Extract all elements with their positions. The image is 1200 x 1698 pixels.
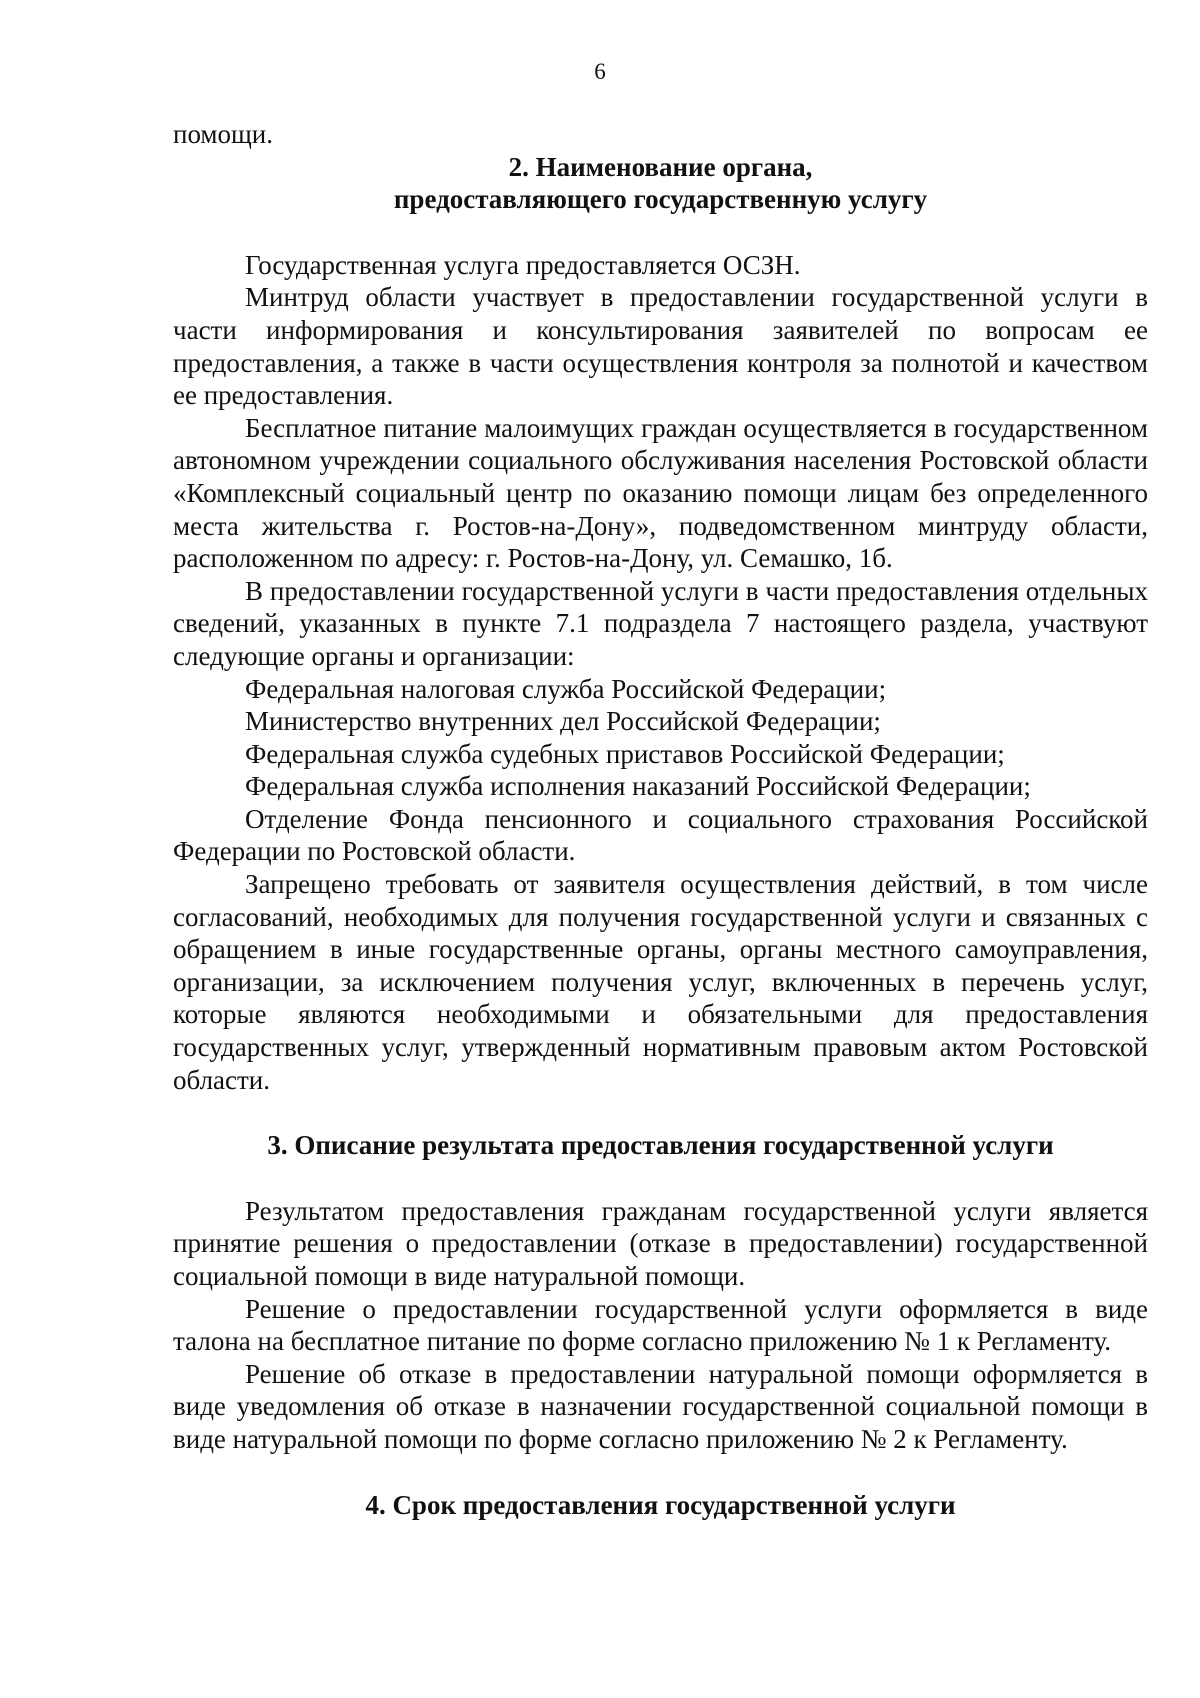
- section-3-paragraph: Решение об отказе в предоставлении натуральной помощи оформляется в виде уведомления об отказе в назначении государственной социальной помощи в виде натуральной помощи по форме согласно приложению № 2 к Регламенту.: [173, 1358, 1148, 1454]
- page-number: 6: [594, 59, 606, 84]
- section-3-heading: [173, 1129, 1148, 1162]
- section-3-paragraph: Результатом предоставления гражданам государственной услуги является принятие решения о предоставлении (отказе в предоставлении) государственной социальной помощи в виде натуральной помощи.: [173, 1195, 1148, 1291]
- section-3-heading-text: 3. Описание результата предоставления государственной услуги: [267, 1130, 1054, 1161]
- section-2-paragraph: Бесплатное питание малоимущих граждан осуществляется в государственном автономном учреждении социального обслуживания населения Ростовской области «Комплексный социальный центр по оказанию помощи лицам без определенного места жительства г. Ростов-на-Дону», подведомственном минтруду области, расположенном по адресу: г. Ростов-на-Дону, ул. Семашко, 1б.: [173, 412, 1148, 574]
- section-2-paragraph: В предоставлении государственной услуги в части предоставления отдельных сведений, указанных в пункте 7.1 подраздела 7 настоящего раздела, участвуют следующие органы и организации:: [173, 575, 1148, 671]
- spacer: [173, 1096, 1148, 1129]
- spacer: [173, 1162, 1148, 1195]
- section-2-heading-line-1: 2. Наименование органа,: [508, 151, 813, 182]
- organization-list-item: Федеральная служба исполнения наказаний Российской Федерации;: [245, 771, 1031, 802]
- section-4-heading: [173, 1489, 1148, 1522]
- organization-list-item: Министерство внутренних дел Российской Федерации;: [245, 706, 881, 737]
- section-2-paragraph: Минтруд области участвует в предоставлении государственной услуги в части информирования и консультирования заявителей по вопросам ее предоставления, а также в части осуществления контроля за полнотой и качеством ее предоставления.: [173, 282, 1148, 411]
- section-2-paragraph: Государственная услуга предоставляется ОСЗН.: [245, 249, 801, 280]
- section-2-heading: [173, 151, 1148, 216]
- section-3-paragraph: Решение о предоставлении государственной услуги оформляется в виде талона на бесплатное питание по форме согласно приложению № 1 к Регламенту.: [173, 1293, 1148, 1357]
- section-4-heading-text: 4. Срок предоставления государственной услуги: [365, 1489, 956, 1520]
- spacer: [173, 216, 1148, 249]
- organization-list-item: Отделение Фонда пенсионного и социального страхования Российской Федерации по Ростовской области.: [173, 803, 1148, 867]
- section-2-heading-line-2: предоставляющего государственную услугу: [393, 184, 928, 215]
- organization-list-item: Федеральная налоговая служба Российской Федерации;: [245, 673, 887, 704]
- organization-list-item: Федеральная служба судебных приставов Российской Федерации;: [245, 738, 1005, 769]
- continuation-text: помощи.: [173, 119, 274, 149]
- spacer: [173, 1456, 1148, 1489]
- document-body: [173, 118, 1148, 1521]
- section-2-paragraph: Запрещено требовать от заявителя осуществления действий, в том числе согласований, необходимых для получения государственной услуги и связанных с обращением в иные государственные органы, органы местного самоуправления, организации, за исключением получения услуг, включенных в перечень услуг, которые являются необходимыми и обязательными для предоставления государственных услуг, утвержденный нормативным правовым актом Ростовской области.: [173, 869, 1148, 1095]
